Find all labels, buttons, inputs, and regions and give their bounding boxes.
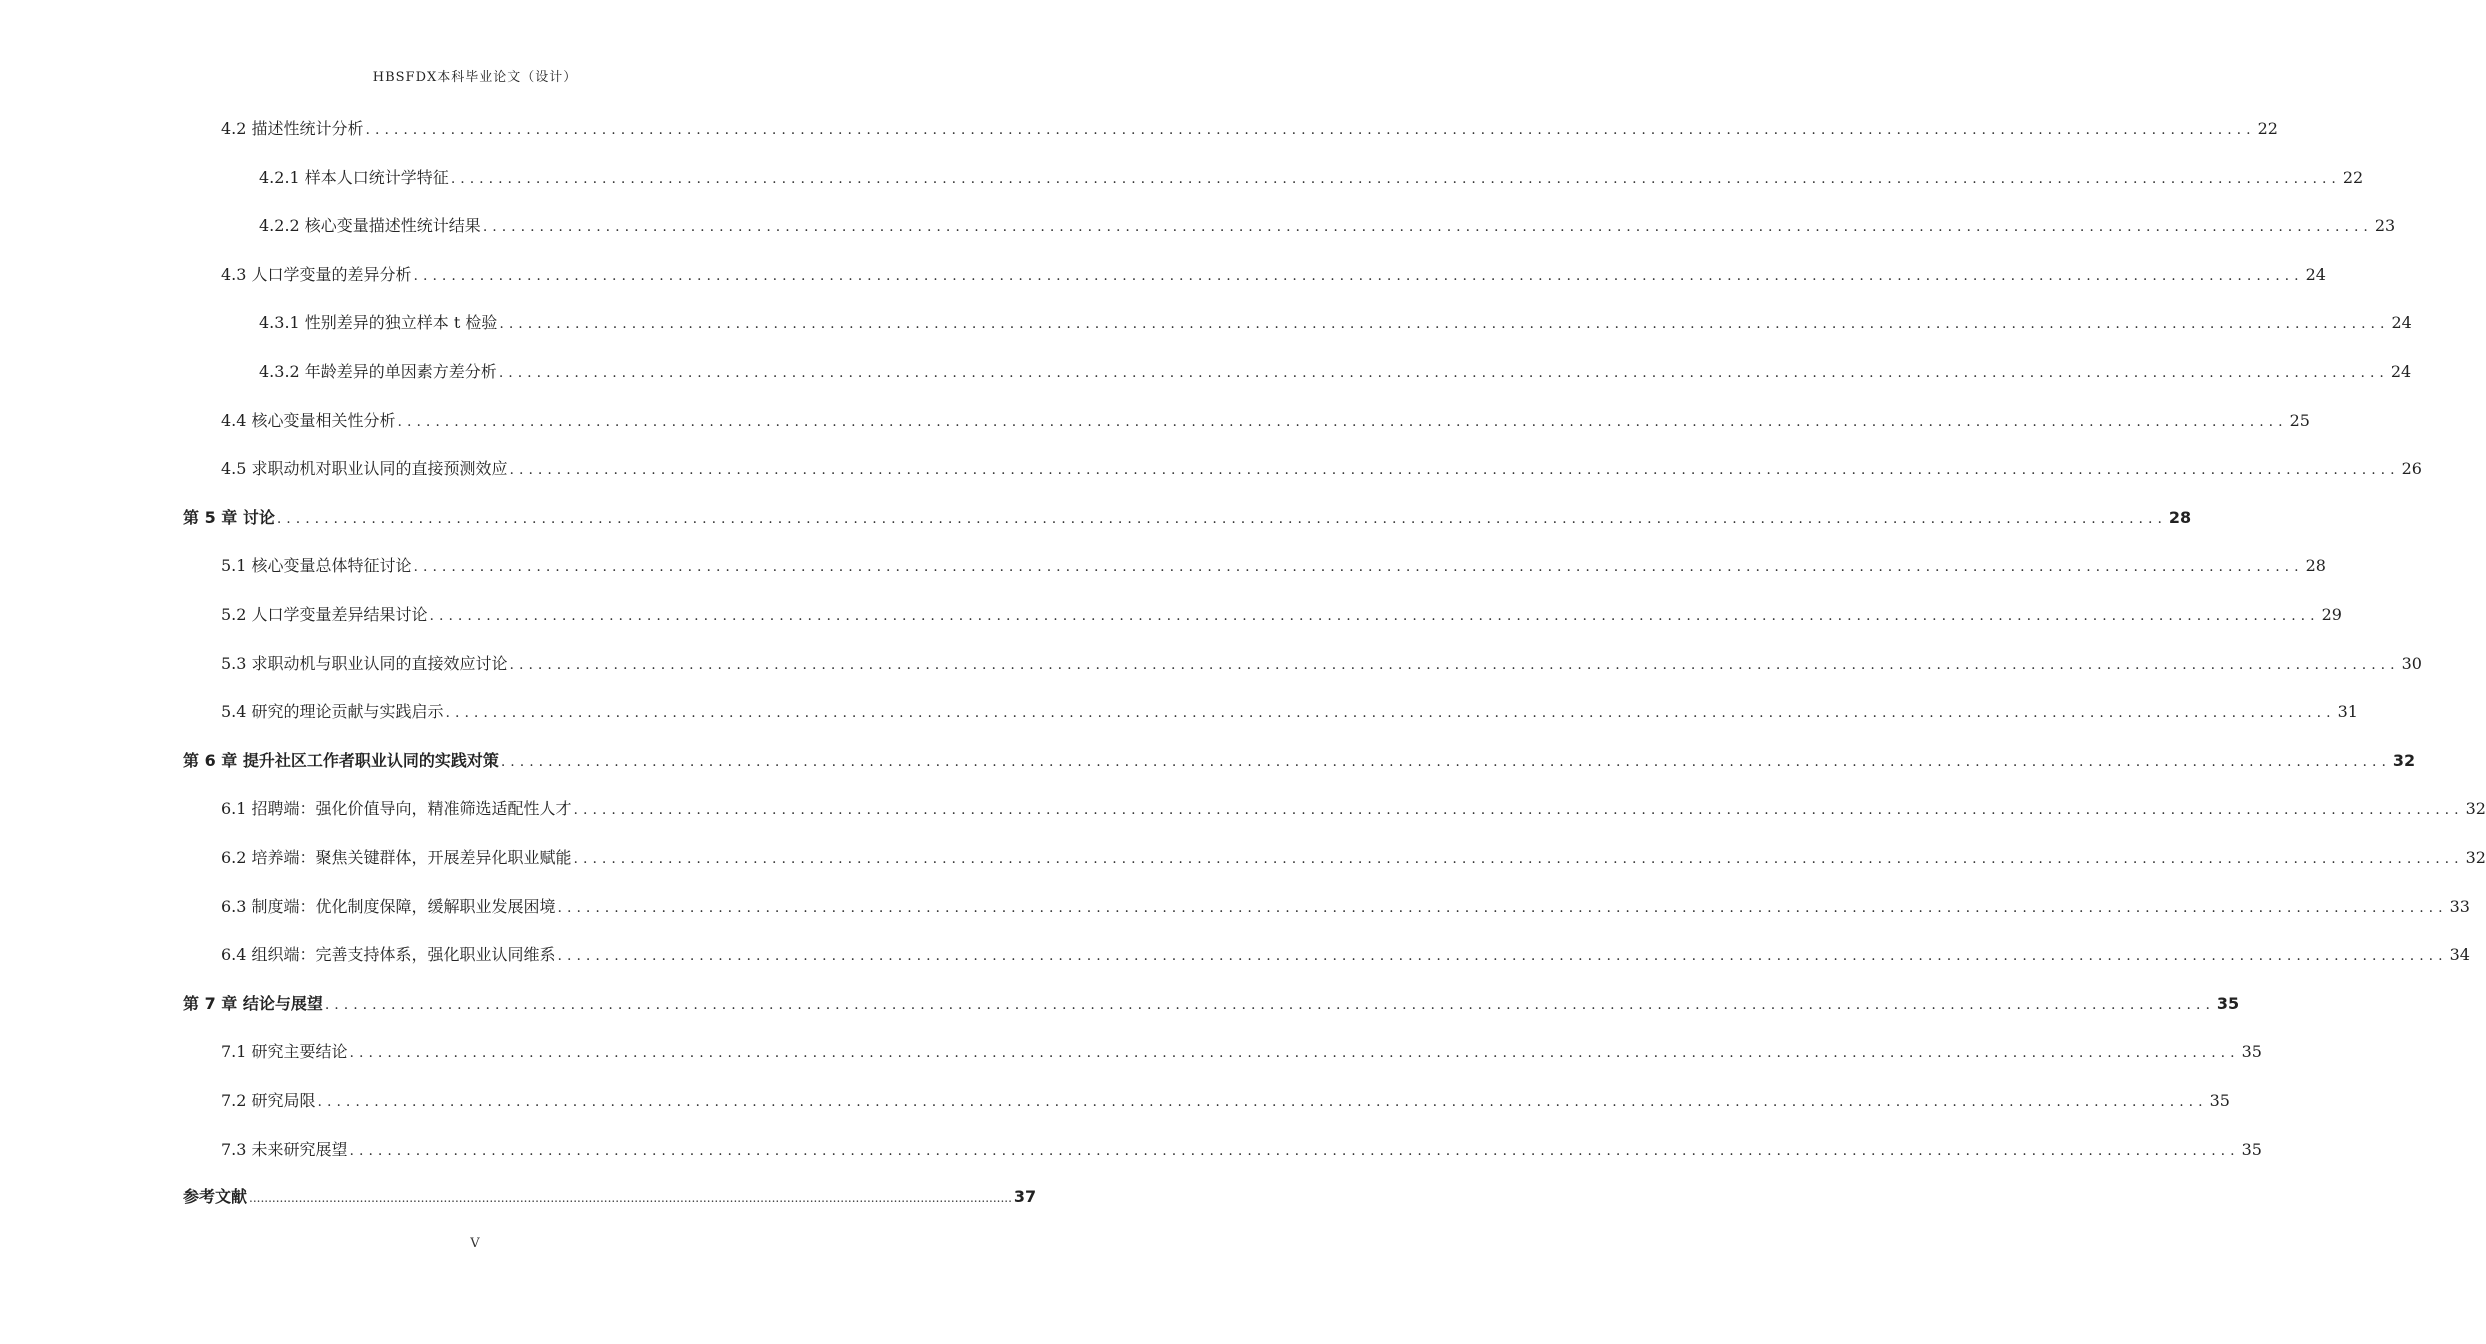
toc-entry[interactable] (183, 505, 2192, 531)
toc-entry[interactable] (221, 1039, 2262, 1065)
toc-entry-title: 4.3.1 性别差异的独立样本 t 检验 (259, 313, 498, 333)
toc-entry-title: 6.3 制度端：优化制度保障，缓解职业发展困境 (221, 896, 556, 916)
toc-entry-page: 29 (2321, 605, 2342, 624)
page-number: V (470, 1236, 480, 1251)
toc-entry[interactable] (259, 165, 2364, 191)
toc-leader-dots: ........................................................................................................................................................................................................ (573, 802, 2464, 819)
toc-entry[interactable] (259, 310, 2412, 336)
toc-entry[interactable] (221, 408, 2310, 434)
toc-leader-dots: ........................................................................................................................................................................................................ (557, 899, 2448, 916)
toc-entry-page: 35 (2241, 1139, 2262, 1159)
toc-entry-title: 5.2 人口学变量差异结果讨论 (221, 605, 428, 624)
toc-entry[interactable] (183, 1184, 1037, 1210)
toc-entry-page: 32 (2465, 848, 2486, 867)
toc-entry-title: 5.1 核心变量总体特征讨论 (221, 556, 412, 576)
toc-entry[interactable] (221, 894, 2470, 920)
toc-leader-dots: ........................................................................................................................................................................................................ (498, 365, 2389, 381)
toc-entry-title: 5.3 求职动机与职业认同的直接效应讨论 (221, 653, 508, 673)
toc-entry-page: 24 (2390, 362, 2412, 381)
toc-entry[interactable] (221, 699, 2358, 725)
toc-leader-dots: ........................................................................................................................................................................................................ (317, 1094, 2208, 1110)
toc-entry-page: 32 (2392, 750, 2416, 770)
toc-entry-page: 26 (2401, 459, 2422, 479)
toc-entry[interactable] (259, 213, 2396, 239)
toc-entry-title: 4.2.1 样本人口统计学特征 (259, 167, 449, 187)
toc-entry[interactable] (183, 991, 2240, 1017)
toc-entry-title: 4.5 求职动机对职业认同的直接预测效应 (221, 459, 508, 479)
toc-entry[interactable] (221, 1137, 2262, 1163)
toc-leader-dots: ........................................................................................................................................................................................................ (499, 316, 2390, 333)
toc-entry-title: 7.2 研究局限 (221, 1091, 316, 1110)
toc-entry-title: 4.4 核心变量相关性分析 (221, 410, 396, 430)
toc-leader-dots: ........................................................................................................................................................................................................ (450, 170, 2341, 187)
toc-entry[interactable] (221, 942, 2470, 968)
toc-entry-page: 35 (2216, 993, 2240, 1013)
toc-leader-dots: ........................................................................................................................................................................................................ (276, 510, 2167, 527)
toc-leader-dots: ........................................................................................................................................................................................................ (324, 996, 2215, 1013)
toc-entry-title: 6.2 培养端：聚焦关键群体，开展差异化职业赋能 (221, 848, 572, 867)
toc-entry-page: 37 (1013, 1187, 1037, 1206)
toc-entry-title: 第 6 章 提升社区工作者职业认同的实践对策 (183, 750, 499, 770)
toc-leader-dots: ........................................................................................................................................................................................................ (445, 705, 2336, 722)
toc-entry[interactable] (221, 553, 2326, 579)
toc-leader-dots: ........................................................................................................................................................................................................ (365, 122, 2256, 138)
toc-leader-dots: ........................................................................................................................................................................................................ (482, 219, 2373, 236)
toc-leader-dots: ........................................................................................................................................................................................................ (429, 608, 2320, 624)
toc-entry[interactable] (221, 116, 2278, 142)
toc-entry-page: 35 (2209, 1091, 2230, 1110)
toc-entry-title: 4.3.2 年龄差异的单因素方差分析 (259, 362, 497, 381)
toc-entry-title: 5.4 研究的理论贡献与实践启示 (221, 702, 444, 722)
toc-entry-title: 7.3 未来研究展望 (221, 1139, 348, 1159)
toc-entry-page: 32 (2465, 799, 2486, 819)
running-header: HBSFDX本科毕业论文（设计） (372, 70, 578, 85)
toc-leader-dots: ........................................................................................................................................................................................................ (349, 1045, 2240, 1062)
toc-leader-dots: ........................................................................................................................................................................................................ (349, 1142, 2240, 1159)
toc-leader-dots: ........................................................................................................................................................................................................ (249, 1191, 1012, 1205)
toc-entry-title: 参考文献 (183, 1187, 248, 1206)
toc-entry-title: 7.1 研究主要结论 (221, 1042, 348, 1062)
toc-entry-page: 25 (2289, 410, 2310, 430)
toc-leader-dots: ........................................................................................................................................................................................................ (557, 948, 2448, 965)
toc-entry-title: 4.2.2 核心变量描述性统计结果 (259, 216, 481, 236)
toc-entry[interactable] (221, 845, 2486, 871)
toc-entry-title: 4.3 人口学变量的差异分析 (221, 264, 412, 284)
toc-entry-page: 24 (2391, 313, 2412, 333)
toc-entry-page: 30 (2401, 653, 2422, 673)
toc-leader-dots: ........................................................................................................................................................................................................ (509, 462, 2400, 479)
toc-leader-dots: ........................................................................................................................................................................................................ (509, 656, 2400, 673)
toc-entry-title: 第 7 章 结论与展望 (183, 993, 323, 1013)
toc-entry-page: 24 (2305, 264, 2326, 284)
toc-leader-dots: ........................................................................................................................................................................................................ (500, 753, 2391, 770)
toc-entry-page: 23 (2374, 216, 2396, 236)
toc-entry[interactable] (221, 262, 2326, 288)
toc-leader-dots: ........................................................................................................................................................................................................ (573, 851, 2464, 867)
toc-entry[interactable] (259, 359, 2412, 385)
toc-entry-page: 34 (2449, 945, 2470, 965)
toc-leader-dots: ........................................................................................................................................................................................................ (413, 267, 2304, 284)
toc-entry-page: 22 (2257, 119, 2278, 138)
toc-entry-page: 31 (2337, 702, 2358, 722)
toc-entry-page: 28 (2305, 556, 2326, 576)
toc-entry[interactable] (221, 1088, 2230, 1114)
toc-entry-page: 22 (2342, 167, 2364, 187)
toc-entry[interactable] (221, 602, 2342, 628)
toc-entry-title: 6.1 招聘端：强化价值导向，精准筛选适配性人才 (221, 799, 572, 819)
toc-leader-dots: ........................................................................................................................................................................................................ (397, 413, 2288, 430)
toc-entry[interactable] (183, 748, 2416, 774)
toc-entry-page: 33 (2449, 896, 2470, 916)
toc-entry[interactable] (221, 651, 2422, 677)
toc-entry-title: 第 5 章 讨论 (183, 507, 275, 527)
toc-entry[interactable] (221, 796, 2486, 822)
toc-leader-dots: ........................................................................................................................................................................................................ (413, 559, 2304, 576)
toc-entry-title: 6.4 组织端：完善支持体系，强化职业认同维系 (221, 945, 556, 965)
toc-entry-page: 28 (2168, 507, 2192, 527)
toc-entry[interactable] (221, 456, 2422, 482)
toc-entry-page: 35 (2241, 1042, 2262, 1062)
toc-entry-title: 4.2 描述性统计分析 (221, 119, 364, 138)
